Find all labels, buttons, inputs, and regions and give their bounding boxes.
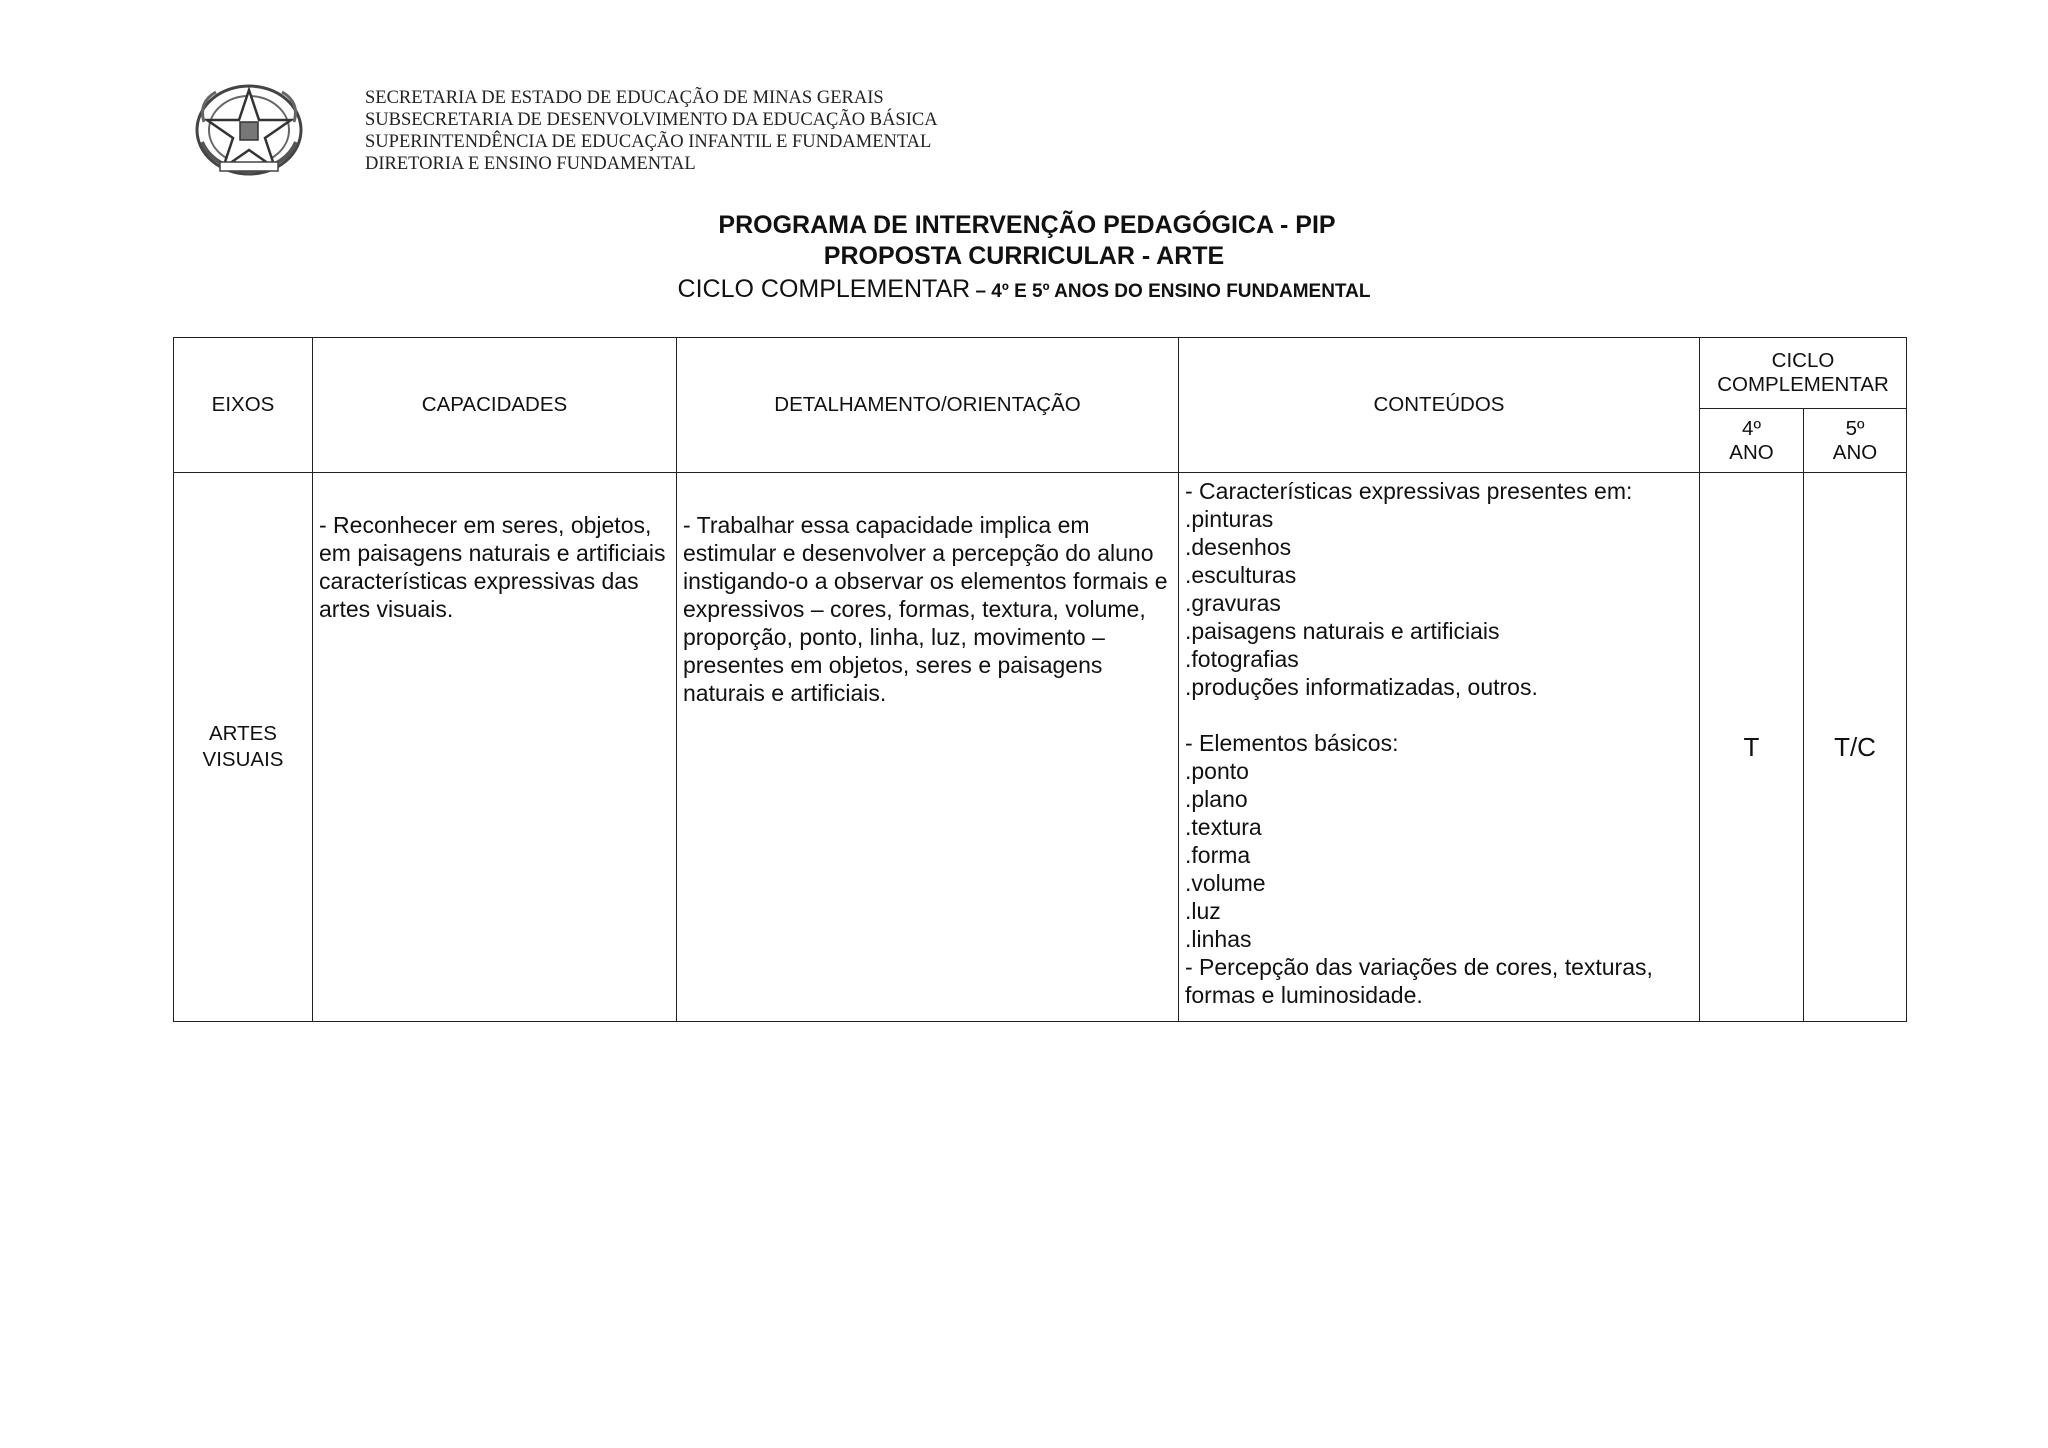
conteudo-item: .forma <box>1185 842 1251 868</box>
cell-ano-5-value: T/C <box>1804 473 1907 1022</box>
conteudo-item: - Características expressivas presentes em: <box>1185 478 1633 504</box>
conteudo-item: .desenhos <box>1185 534 1292 560</box>
conteudo-item: .esculturas <box>1185 562 1297 588</box>
org-line-4: DIRETORIA E ENSINO FUNDAMENTAL <box>365 154 696 174</box>
header-ano5-line1: 5º <box>1845 416 1865 440</box>
eixo-line2: VISUAIS <box>202 748 284 771</box>
conteudo-item: .pinturas <box>1185 506 1274 532</box>
header-ano4-line2: ANO <box>1729 440 1774 464</box>
header-ciclo-line1: CICLO <box>1771 349 1835 372</box>
header-ano4-line1: 4º <box>1742 416 1761 440</box>
header-eixos: EIXOS <box>174 338 313 473</box>
state-seal-logo <box>192 82 306 178</box>
header-detalhamento: DETALHAMENTO/ORIENTAÇÃO <box>677 338 1179 473</box>
conteudo-item: .linhas <box>1185 926 1252 952</box>
conteudo-item: .plano <box>1185 786 1248 812</box>
cell-eixo <box>174 473 313 1022</box>
curriculum-table <box>173 337 1907 1022</box>
cell-conteudos <box>1179 473 1700 1022</box>
cell-ano-4-value: T <box>1700 473 1804 1022</box>
title-cycle-years: – 4º E 5º ANOS DO ENSINO FUNDAMENTAL <box>970 281 1371 302</box>
conteudo-item: .luz <box>1185 898 1221 924</box>
header-conteudos: CONTEÚDOS <box>1179 338 1700 473</box>
org-line-3: SUPERINTENDÊNCIA DE EDUCAÇÃO INFANTIL E FUNDAMENTAL <box>365 132 932 152</box>
header-ano-4 <box>1700 409 1804 473</box>
organization-header <box>365 87 938 175</box>
conteudo-item: .produções informatizadas, outros. <box>1185 674 1538 700</box>
cell-detalhamento: - Trabalhar essa capacidade implica em estimular e desenvolver a percepção do aluno instigando-o a observar os elementos formais e expressivos – cores, formas, textura, volume, proporção, ponto, linha, luz, movimento – presentes em objetos, seres e paisagens naturais e artificiais. <box>677 473 1179 1022</box>
conteudo-item: .gravuras <box>1185 590 1281 616</box>
eixo-line1: ARTES <box>209 722 277 745</box>
header-capacidades: CAPACIDADES <box>313 338 677 473</box>
conteudo-item: .paisagens naturais e artificiais <box>1185 618 1500 644</box>
conteudo-item: .ponto <box>1185 758 1249 784</box>
cell-capacidade: - Reconhecer em seres, objetos, em paisagens naturais e artificiais características expressivas das artes visuais. <box>313 473 677 1022</box>
conteudo-item: .fotografias <box>1185 646 1299 672</box>
conteudo-item: .volume <box>1185 870 1266 896</box>
conteudo-item: .textura <box>1185 814 1262 840</box>
conteudo-item: formas e luminosidade. <box>1185 982 1423 1008</box>
document-titles <box>0 210 2048 309</box>
header-ano5-line2: ANO <box>1832 440 1878 464</box>
conteudo-item: - Percepção das variações de cores, texturas, <box>1185 954 1653 980</box>
header-ciclo-line2: COMPLEMENTAR <box>1717 373 1889 396</box>
conteudo-spacer <box>1185 701 1693 729</box>
title-cycle <box>0 272 2048 309</box>
table-header-row <box>174 338 1907 409</box>
title-proposal: PROPOSTA CURRICULAR - ARTE <box>823 242 1225 270</box>
org-line-2: SUBSECRETARIA DE DESENVOLVIMENTO DA EDUCAÇÃO BÁSICA <box>365 110 938 130</box>
title-cycle-main: CICLO COMPLEMENTAR <box>677 275 971 303</box>
org-line-1: SECRETARIA DE ESTADO DE EDUCAÇÃO DE MINAS GERAIS <box>365 88 884 108</box>
header-ano-5 <box>1804 409 1907 473</box>
conteudo-item: - Elementos básicos: <box>1185 730 1399 756</box>
title-program: PROGRAMA DE INTERVENÇÃO PEDAGÓGICA - PIP <box>718 211 1336 239</box>
header-ciclo <box>1700 338 1907 409</box>
table-row <box>174 473 1907 1022</box>
